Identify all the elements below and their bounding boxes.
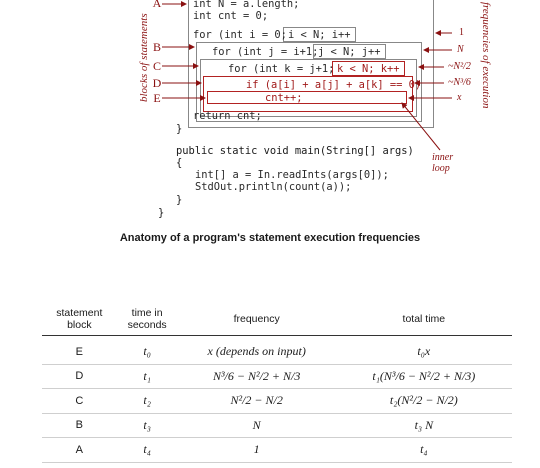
code-line-n: int N = a.length; [193,0,300,10]
table-row [42,364,512,389]
code-line-close-class: } [158,207,165,219]
diagram-caption: Anatomy of a program's statement execution frequencies [119,232,421,244]
code-line-open-main: { [176,157,183,169]
cell-block: A [42,438,117,463]
freq-label-d: ~N³/6 [448,77,471,88]
freq-label-c: ~N²/2 [448,61,471,72]
code-cond-k: k < N; k++ [337,63,400,75]
inner-loop-label: inner loop [432,152,454,174]
header-total-time: total time [336,307,512,336]
frequency-table [42,307,512,463]
table-row [42,413,512,438]
header-statement-block: statement block [42,307,117,336]
cell-frequency: N³/6 − N²/2 + N/3 [178,364,336,389]
code-line-println: StdOut.println(count(a)); [195,181,352,193]
cell-total: t₄ [336,438,512,463]
cell-frequency: N²/2 − N/2 [178,389,336,414]
cell-time: t₂ [117,389,178,414]
cell-time: t₁ [117,364,178,389]
block-label-e: E [153,91,161,105]
cell-block: B [42,413,117,438]
header-time: time in seconds [117,307,178,336]
blocks-of-statements-label: blocks of statements [138,13,150,102]
cell-total: t₃ N [336,413,512,438]
table-row [42,336,512,365]
cell-time: t₀ [117,336,178,365]
code-line-if: if (a[i] + a[j] + a[k] == 0) [246,79,422,91]
code-cond-i: i < N; i++ [288,29,351,41]
arrow-inner-loop [402,103,440,150]
cell-frequency: x (depends on input) [178,336,336,365]
code-line-close-count: } [176,123,183,135]
cell-block: D [42,364,117,389]
code-cond-j: j < N; j++ [318,46,381,58]
table-row [42,438,512,463]
freq-label-a: 1 [459,27,464,38]
code-line-close-main: } [176,194,183,206]
cell-time: t₃ [117,413,178,438]
code-line-readints: int[] a = In.readInts(args[0]); [195,169,389,181]
block-label-c: C [152,59,161,73]
code-line-increment: cnt++; [265,92,303,104]
block-label-b: B [152,40,161,54]
frequencies-of-execution-label: frequencies of execution [480,2,492,109]
cell-total: t₂(N²/2 − N/2) [336,389,512,414]
arrow-layer [0,0,540,230]
code-line-return: return cnt; [193,110,262,122]
freq-label-e: x [457,92,462,103]
block-label-a: A [152,0,162,10]
code-line-for-j: for (int j = i+1; [212,46,319,58]
cell-block: E [42,336,117,365]
cell-time: t₄ [117,438,178,463]
code-line-cnt: int cnt = 0; [193,10,269,22]
table-header-row [42,307,512,336]
cell-total: t₀x [336,336,512,365]
block-label-d: D [152,76,162,90]
cell-block: C [42,389,117,414]
cell-total: t₁(N³/6 − N²/2 + N/3) [336,364,512,389]
code-line-for-i: for (int i = 0; [193,29,287,41]
cell-frequency: N [178,413,336,438]
code-line-for-k: for (int k = j+1; [228,63,335,75]
code-line-main: public static void main(String[] args) [176,145,414,157]
table-row [42,389,512,414]
header-frequency: frequency [178,307,336,336]
freq-label-b: N [457,44,464,55]
cell-frequency: 1 [178,438,336,463]
